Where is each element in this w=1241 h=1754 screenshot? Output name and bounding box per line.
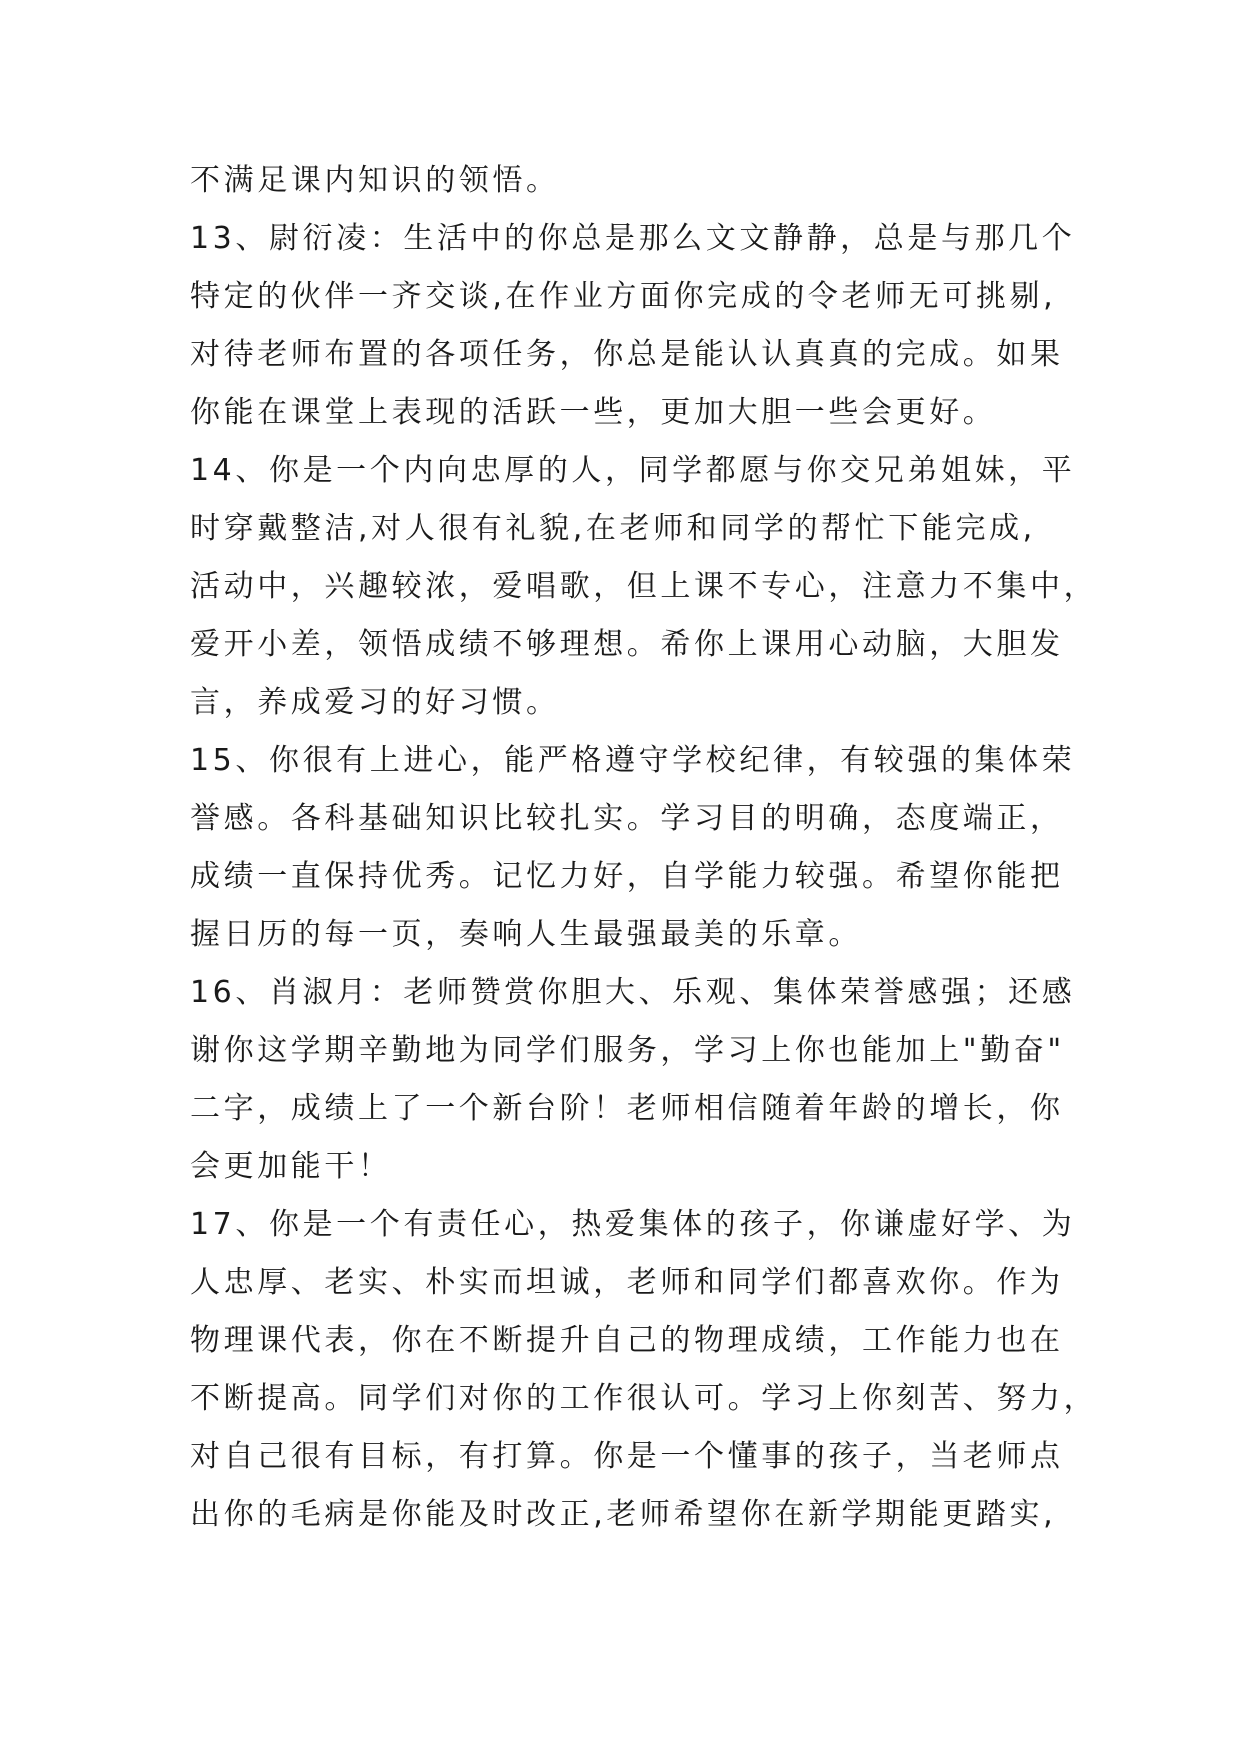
text-line: 谢你这学期辛勤地为同学们服务，学习上你也能加上"勤奋" bbox=[190, 1033, 1065, 1068]
text-line: 会更加能干！ bbox=[190, 1149, 392, 1184]
text-line: 特定的伙伴一齐交谈,在作业方面你完成的令老师无可挑剔, bbox=[190, 279, 1057, 314]
document-body bbox=[190, 152, 1098, 1544]
text-line: 成绩一直保持优秀。记忆力好，自学能力较强。希望你能把 bbox=[190, 859, 1064, 894]
text-line: 爱开小差，领悟成绩不够理想。希你上课用心动脑，大胆发 bbox=[190, 627, 1064, 662]
text-line: 物理课代表，你在不断提升自己的物理成绩，工作能力也在 bbox=[190, 1323, 1064, 1358]
text-line: 对待老师布置的各项任务，你总是能认认真真的完成。如果 bbox=[190, 337, 1064, 372]
text-line: 活动中，兴趣较浓，爱唱歌，但上课不专心，注意力不集中， bbox=[190, 569, 1098, 604]
text-line: 出你的毛病是你能及时改正,老师希望你在新学期能更踏实, bbox=[190, 1497, 1057, 1532]
text-line: 17、你是一个有责任心，热爱集体的孩子，你谦虚好学、为 bbox=[190, 1207, 1076, 1242]
text-line: 人忠厚、老实、朴实而坦诚，老师和同学们都喜欢你。作为 bbox=[190, 1265, 1064, 1300]
text-line: 誉感。各科基础知识比较扎实。学习目的明确，态度端正， bbox=[190, 801, 1064, 836]
text-line: 不断提高。同学们对你的工作很认可。学习上你刻苦、努力， bbox=[190, 1381, 1098, 1416]
text-line: 对自己很有目标，有打算。你是一个懂事的孩子，当老师点 bbox=[190, 1439, 1064, 1474]
text-line: 16、肖淑月：老师赞赏你胆大、乐观、集体荣誉感强；还感 bbox=[190, 975, 1076, 1010]
text-line: 时穿戴整洁,对人很有礼貌,在老师和同学的帮忙下能完成, bbox=[190, 511, 1036, 546]
text-line: 你能在课堂上表现的活跃一些，更加大胆一些会更好。 bbox=[190, 395, 997, 430]
text-line: 15、你很有上进心，能严格遵守学校纪律，有较强的集体荣 bbox=[190, 743, 1076, 778]
text-line: 14、你是一个内向忠厚的人，同学都愿与你交兄弟姐妹，平 bbox=[190, 453, 1076, 488]
text-line: 二字，成绩上了一个新台阶！老师相信随着年龄的增长，你 bbox=[190, 1091, 1064, 1126]
text-line: 13、尉衍凌：生活中的你总是那么文文静静，总是与那几个 bbox=[190, 221, 1076, 256]
text-line: 言，养成爱习的好习惯。 bbox=[190, 685, 560, 720]
text-line: 不满足课内知识的领悟。 bbox=[190, 163, 560, 198]
text-line: 握日历的每一页，奏响人生最强最美的乐章。 bbox=[190, 917, 862, 952]
